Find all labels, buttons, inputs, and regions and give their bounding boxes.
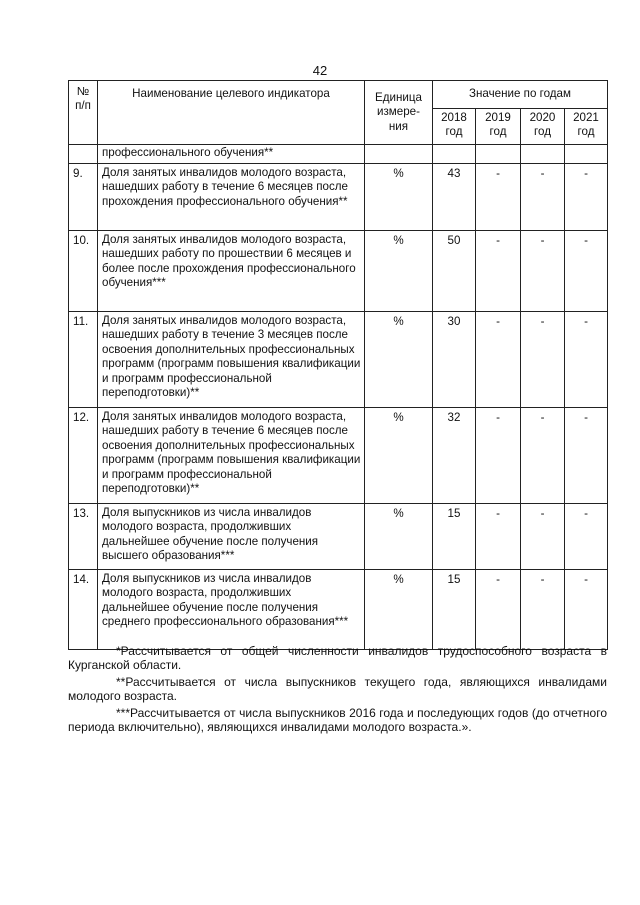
value-2018: 50: [433, 231, 476, 312]
value-2020: -: [521, 164, 565, 231]
header-num: № п/п: [69, 81, 98, 145]
table-row: [69, 312, 608, 408]
row-unit: %: [365, 504, 433, 570]
value-2018: 15: [433, 570, 476, 650]
header-year-2019: 2019 год: [476, 109, 521, 145]
header-year-2018: 2018 год: [433, 109, 476, 145]
row-unit: %: [365, 312, 433, 408]
table-row: [69, 408, 608, 504]
continuation-row: [69, 145, 608, 164]
value-2021: -: [565, 231, 608, 312]
row-name: Доля занятых инвалидов молодого возраста, нашедших работу по прошествии 6 месяцев и более после прохождения профессионального обучения***: [98, 231, 365, 312]
indicators-table: [68, 80, 608, 650]
value-2020: -: [521, 570, 565, 650]
header-name: Наименование целевого индикатора: [98, 81, 365, 145]
header-unit: Единица измере- ния: [365, 81, 433, 145]
value-2018: 30: [433, 312, 476, 408]
value-2018: 43: [433, 164, 476, 231]
value-2021: -: [565, 570, 608, 650]
row-unit: %: [365, 570, 433, 650]
footnote-3: ***Рассчитывается от числа выпускников 2016 года и последующих годов (до отчетного периода включительно), являющихся инвалидами молодого возраста.».: [68, 705, 607, 735]
row-num: 9.: [69, 164, 98, 231]
value-2021: -: [565, 504, 608, 570]
header-year-2020: 2020 год: [521, 109, 565, 145]
row-num: 10.: [69, 231, 98, 312]
value-2019: -: [476, 408, 521, 504]
header-values-group: Значение по годам: [433, 81, 608, 109]
value-2018: 32: [433, 408, 476, 504]
footnote-1: *Рассчитывается от общей численности инвалидов трудоспособного возраста в Курганской области.: [68, 644, 607, 673]
continuation-text: профессионального обучения**: [98, 145, 365, 164]
header-year-2021: 2021 год: [565, 109, 608, 145]
value-2021: -: [565, 164, 608, 231]
row-num: 14.: [69, 570, 98, 650]
page-number: 42: [312, 63, 328, 78]
row-name: Доля выпускников из числа инвалидов молодого возраста, продолживших дальнейшее обучение после получения среднего профессионального образования***: [98, 570, 365, 650]
row-unit: %: [365, 408, 433, 504]
row-unit: %: [365, 231, 433, 312]
row-unit: %: [365, 164, 433, 231]
value-2019: -: [476, 312, 521, 408]
row-name: Доля занятых инвалидов молодого возраста, нашедших работу в течение 6 месяцев после освоения дополнительных профессиональных программ (программ повышения квалификации и программ профессиональной переподготовки)**: [98, 408, 365, 504]
value-2020: -: [521, 231, 565, 312]
row-num: 13.: [69, 504, 98, 570]
value-2019: -: [476, 231, 521, 312]
value-2020: -: [521, 312, 565, 408]
value-2018: 15: [433, 504, 476, 570]
table-row: [69, 570, 608, 650]
value-2019: -: [476, 504, 521, 570]
value-2021: -: [565, 312, 608, 408]
value-2020: -: [521, 504, 565, 570]
row-name: Доля занятых инвалидов молодого возраста, нашедших работу в течение 6 месяцев после прохождения профессионального обучения**: [98, 164, 365, 231]
row-name: Доля занятых инвалидов молодого возраста, нашедших работу в течение 3 месяцев после освоения дополнительных профессиональных программ (программ повышения квалификации и программ профессиональной переподготовки)**: [98, 312, 365, 408]
table-row: [69, 231, 608, 312]
footnotes: [68, 644, 607, 736]
footnote-2: **Рассчитывается от числа выпускников текущего года, являющихся инвалидами молодого возраста.: [68, 674, 607, 704]
row-name: Доля выпускников из числа инвалидов молодого возраста, продолживших дальнейшее обучение после получения высшего образования***: [98, 504, 365, 570]
table-row: [69, 504, 608, 570]
row-num: 12.: [69, 408, 98, 504]
row-num: 11.: [69, 312, 98, 408]
value-2019: -: [476, 570, 521, 650]
value-2021: -: [565, 408, 608, 504]
table-row: [69, 164, 608, 231]
value-2020: -: [521, 408, 565, 504]
value-2019: -: [476, 164, 521, 231]
